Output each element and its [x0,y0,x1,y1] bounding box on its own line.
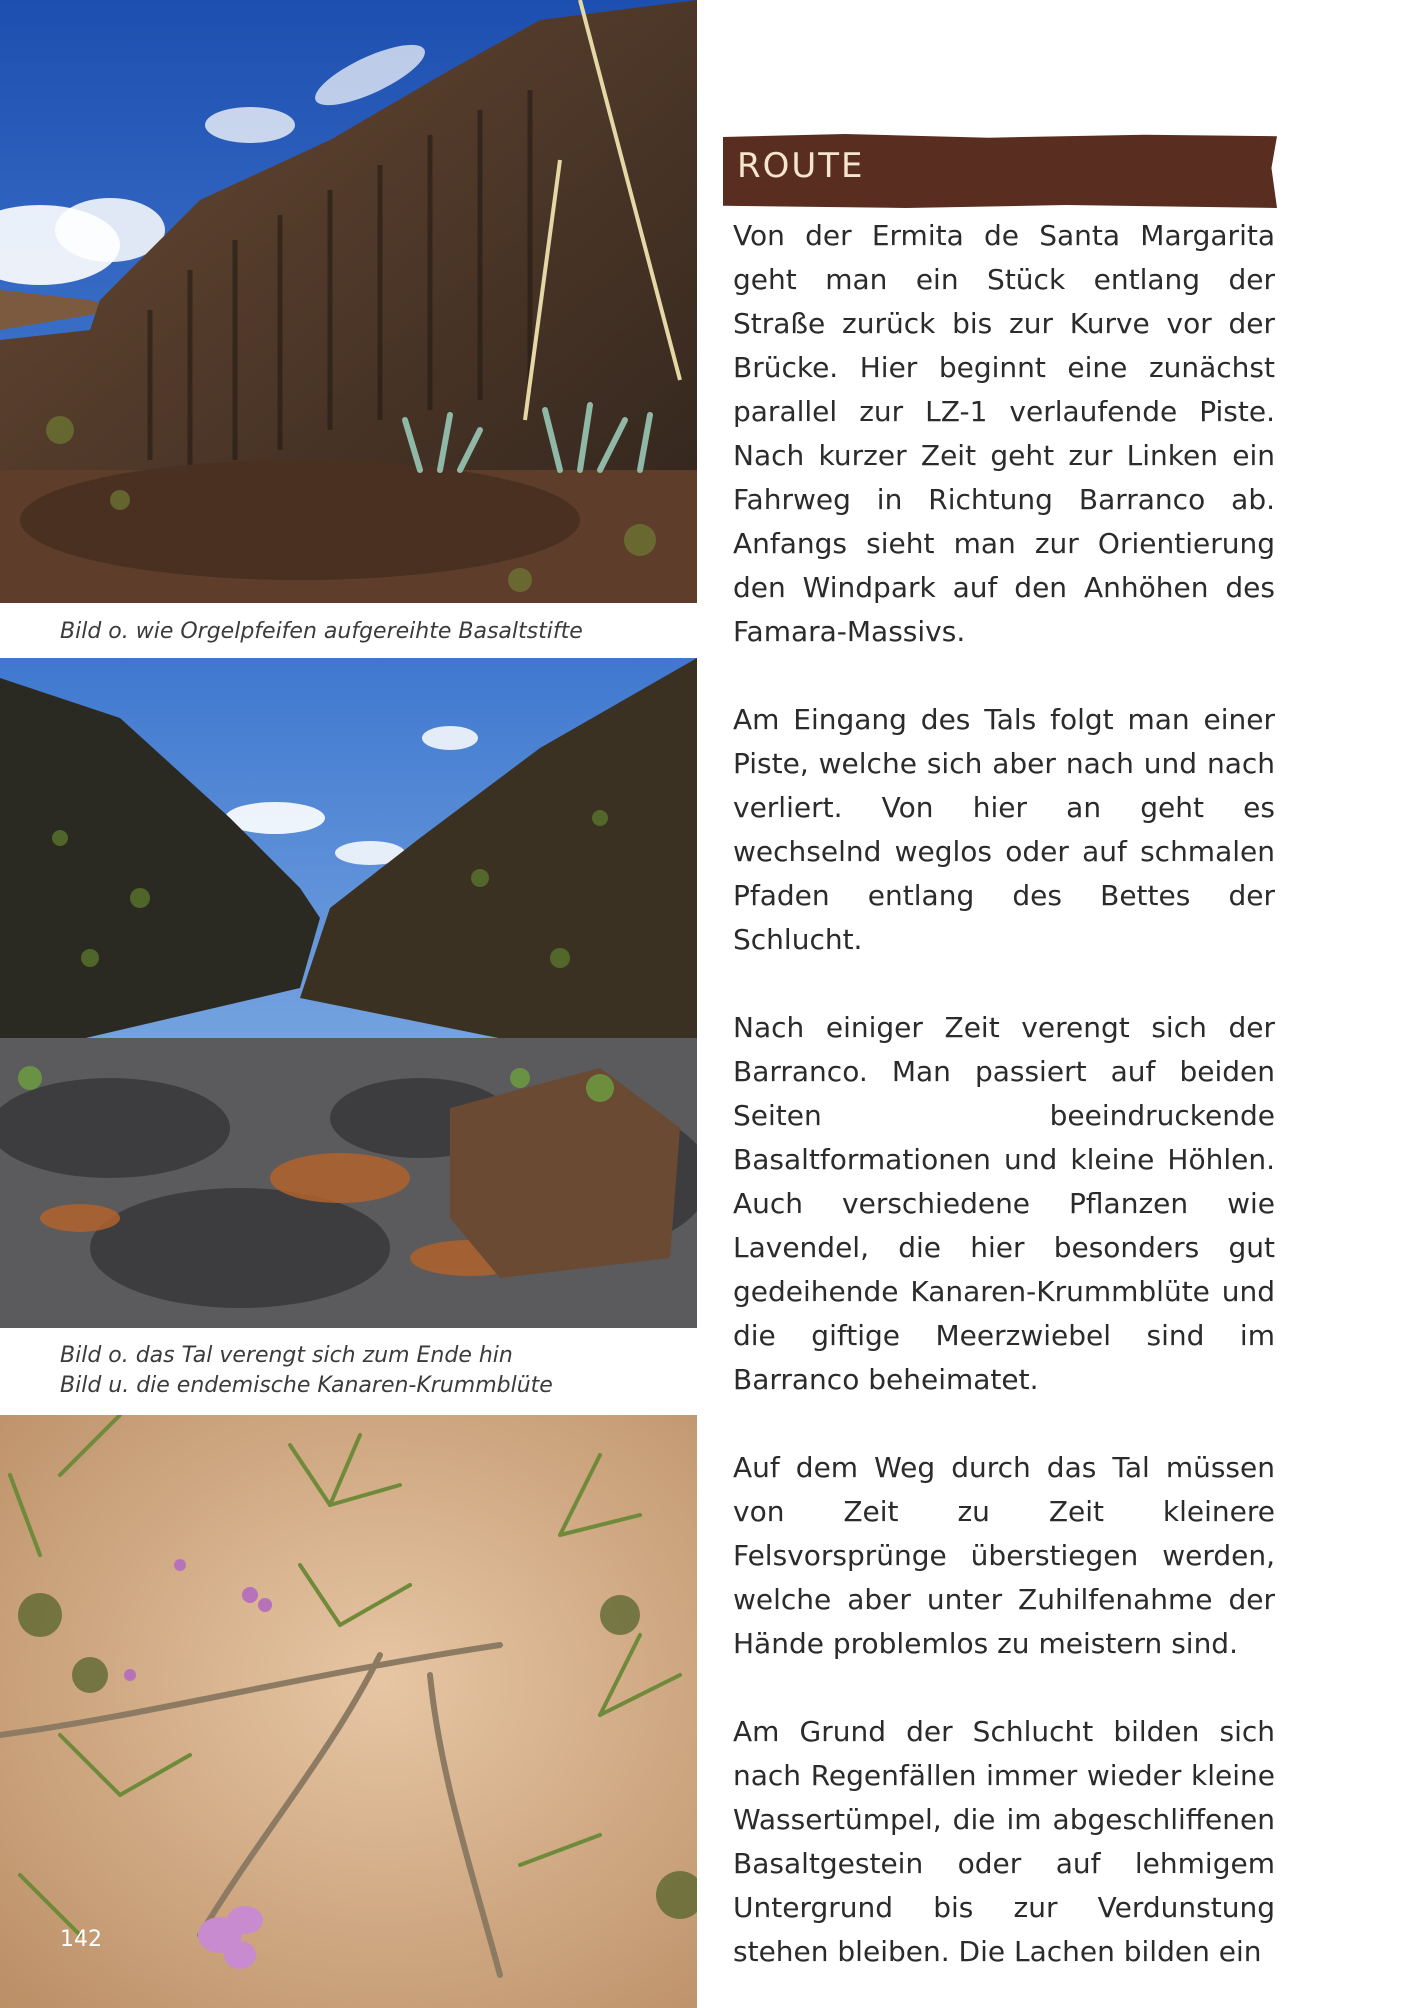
photo-caption: Bild o. wie Orgelpfeifen aufgereihte Basaltstifte [60,619,583,644]
photo-caption-bottom: Bild u. die endemische Kanaren-Krummblüte [60,1373,553,1398]
photo-caption-top: Bild o. das Tal verengt sich zum Ende hin [60,1343,513,1368]
page-number: 142 [60,1927,102,1952]
photo-narrow-valley [0,658,697,1328]
paragraph: Am Grund der Schlucht bilden sich nach Regenfällen immer wieder kleine Wassertümpel, die im abgeschliffenen Basaltgestein oder auf lehmigem Untergrund bis zur Verdunstung stehen bleiben. Die Lachen bilden ein [733,1715,1275,1968]
paragraph: Auf dem Weg durch das Tal müssen von Zeit zu Zeit kleinere Felsvorsprünge überstiegen werden, welche aber unter Zuhilfenahme der Hände problemlos zu meistern sind. [733,1451,1275,1660]
photo-basalt-columns [0,0,697,603]
route-description [733,214,1275,1974]
paragraph: Nach einiger Zeit verengt sich der Barranco. Man passiert auf beiden Seiten beeindruckende Basaltformationen und kleine Höhlen. Auch verschiedene Pflanzen wie Lavendel, die hier besonders gut gedeihende Kanaren-Krummblüte und die giftige Meerzwiebel sind im Barranco beheimatet. [733,1011,1275,1396]
photo-caption-pair [60,1341,680,1401]
paragraph: Am Eingang des Tals folgt man einer Piste, welche sich aber nach und nach verliert. Von hier an geht es wechselnd weglos oder auf schmalen Pfaden entlang des Bettes der Schlucht. [733,703,1275,956]
photo-kanaren-krummbluete [0,1415,697,2008]
paragraph: Von der Ermita de Santa Margarita geht man ein Stück entlang der Straße zurück bis zur Kurve vor der Brücke. Hier beginnt eine zunächst parallel zur LZ-1 verlaufende Piste. Nach kurzer Zeit geht zur Linken ein Fahrweg in Richtung Barranco ab. Anfangs sieht man zur Orientierung den Windpark auf den Anhöhen des Famara-Massivs. [733,219,1275,648]
section-heading: ROUTE [737,146,865,186]
